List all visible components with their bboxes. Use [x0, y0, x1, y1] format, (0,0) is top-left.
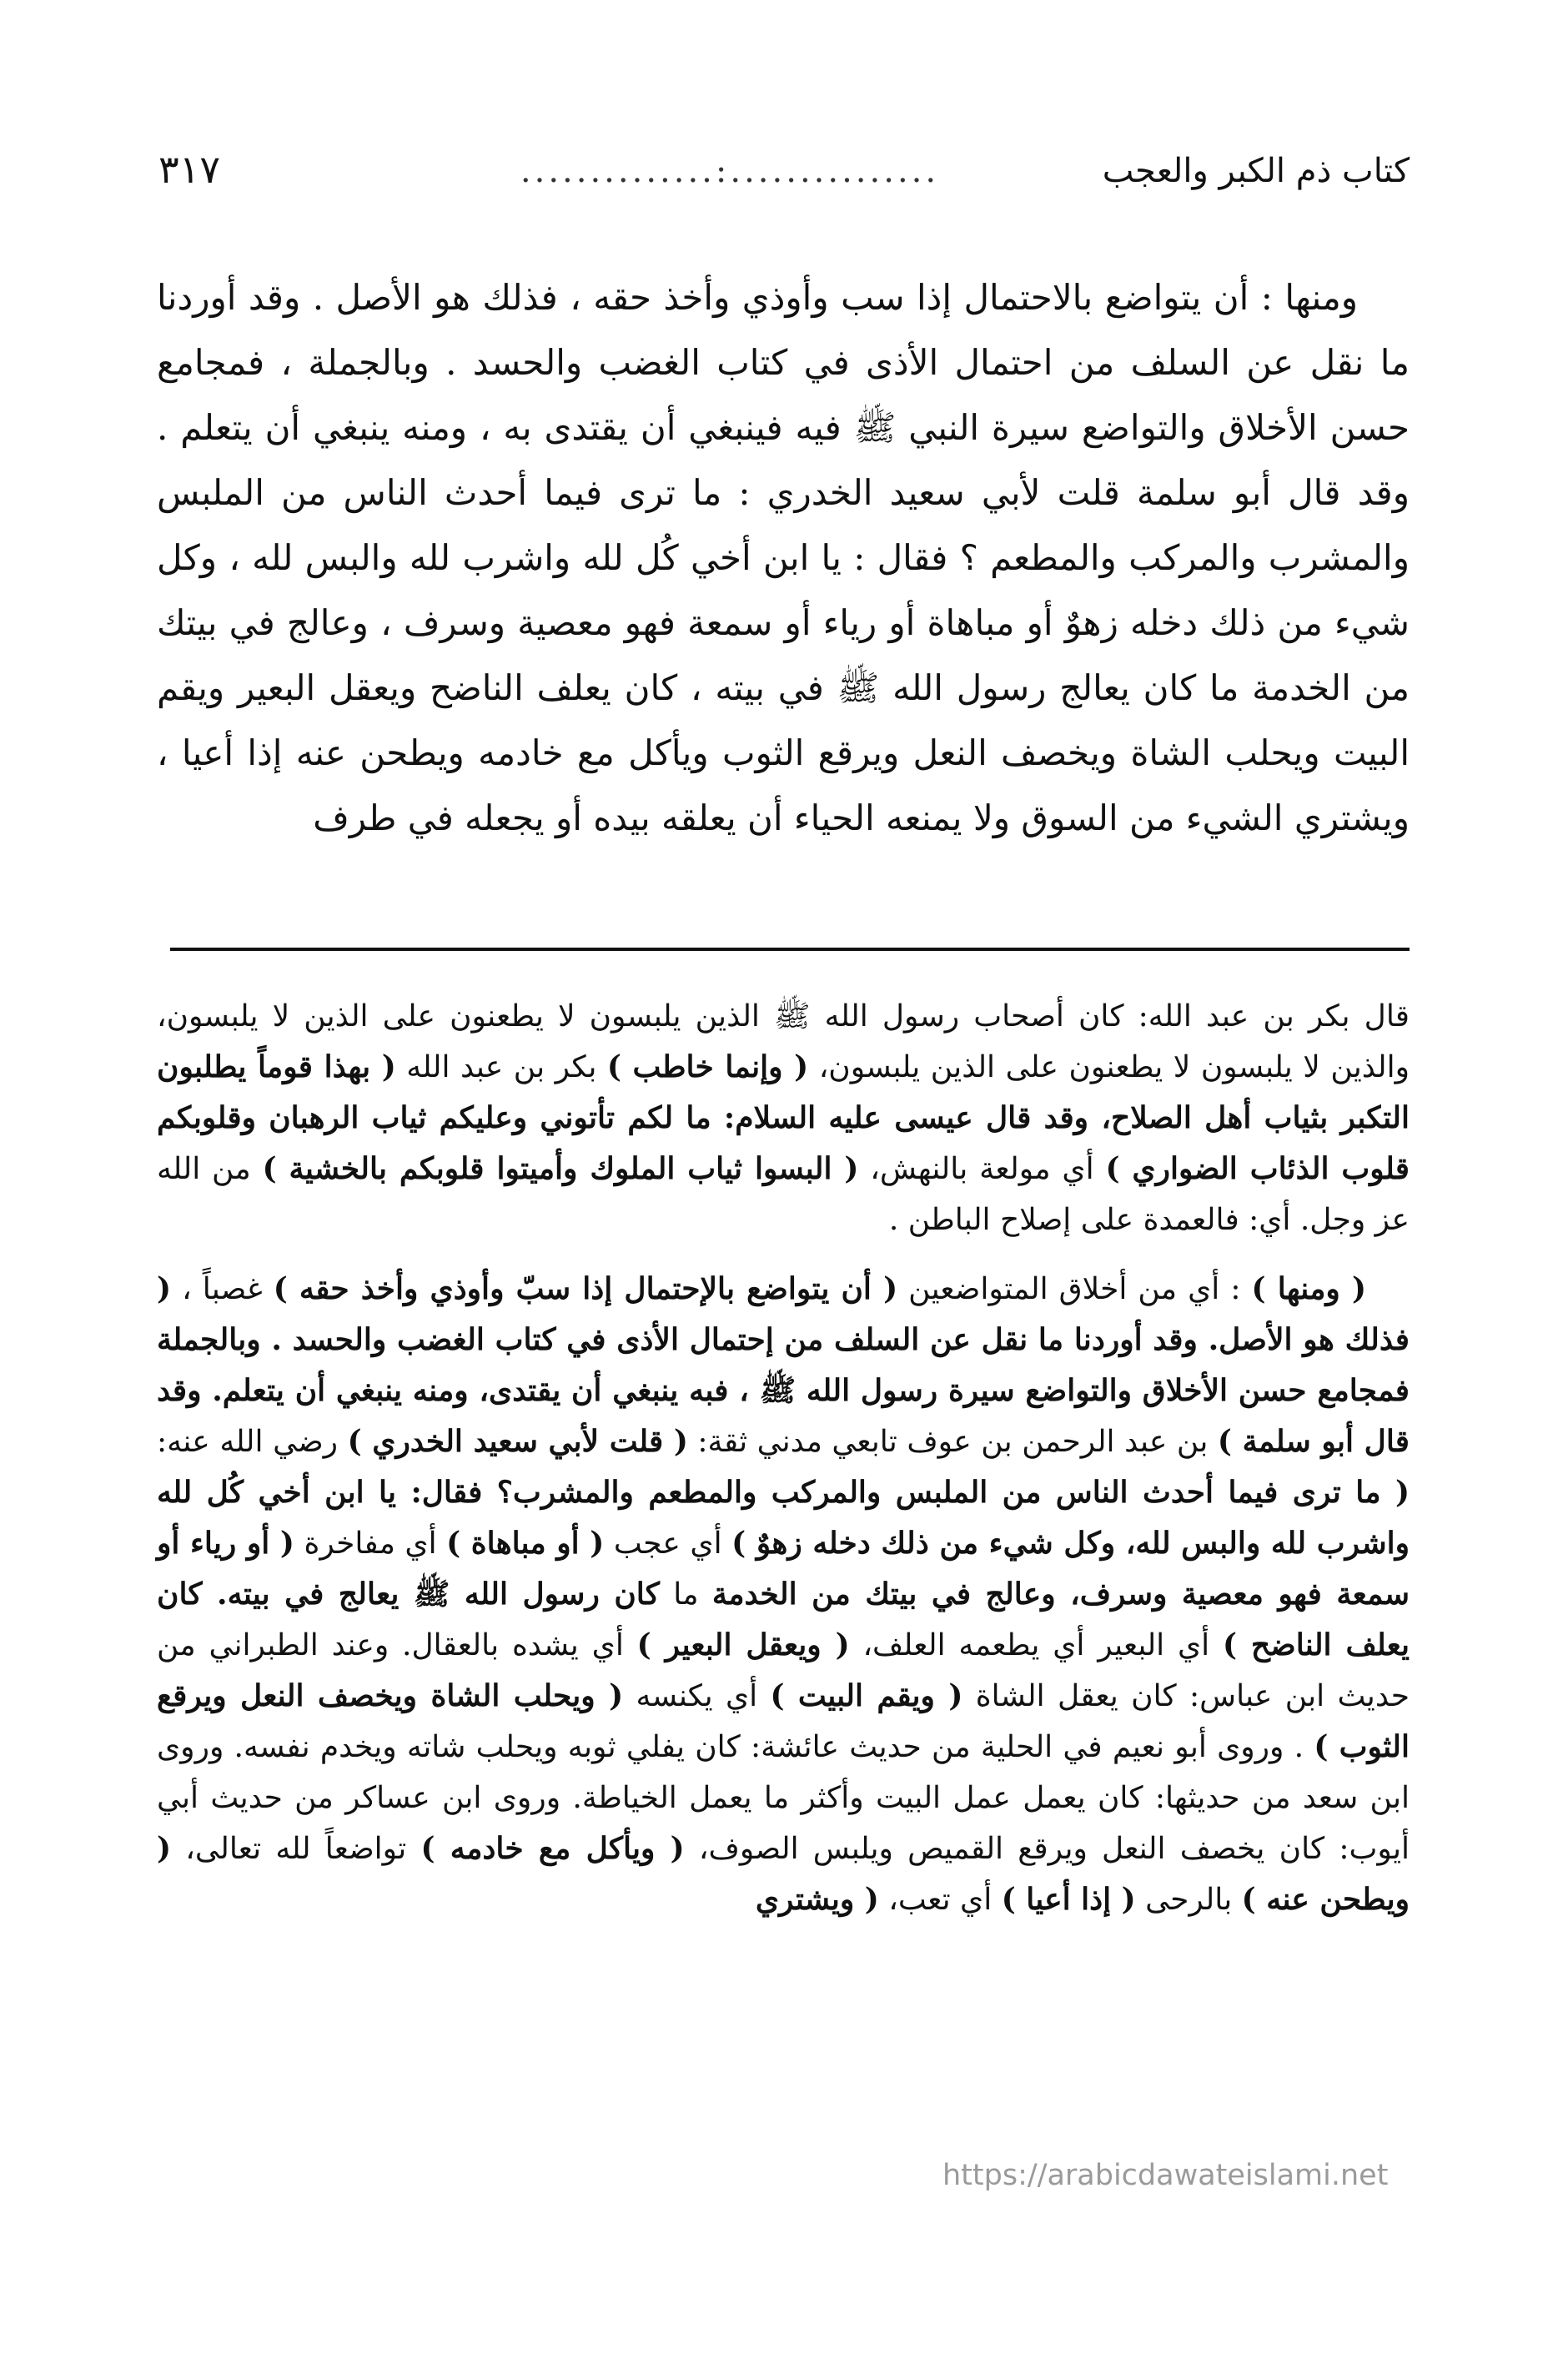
quoted-matn-text: ( أو مباهاة ) [446, 1526, 605, 1561]
commentary-text: بالرحى [1135, 1883, 1242, 1917]
commentary-text: أي البعير أي يطعمه العلف، [849, 1628, 1223, 1662]
commentary-text: . وروى أبو نعيم في الحلية من حديث عائشة: كان يفلي ثوبه ويحلب شاته ويخدم نفسه. وروى ابن سعد من حديثها: كان يعمل عمل البيت وأكثر ما يعمل الخياطة. وروى ابن عساكر من حديث أبي أيوب: كان يخصف النعل ويرقع القميص ويلبس الصوف، [157, 1730, 1410, 1866]
quoted-matn-text: ( إذا أعيا ) [1001, 1882, 1136, 1917]
main-text-block [157, 265, 1410, 851]
commentary-text: أي يكنسه [623, 1679, 771, 1713]
quoted-matn-text: كان رسول الله ﷺ يعالج في بيته. كان يعلف الناضح ) [157, 1577, 1410, 1662]
commentary-text: بكر بن عبد الله [395, 1050, 607, 1084]
page-number: ٣١٧ [158, 147, 221, 192]
commentary-paragraph [157, 1264, 1410, 1925]
main-paragraph: ومنها : أن يتواضع بالاحتمال إذا سب وأوذي وأخذ حقه ، فذلك هو الأصل . وقد أوردنا ما نقل عن السلف من احتمال الأذى في كتاب الغضب والحسد . وبالجملة ، فمجامع حسن الأخلاق والتواضع سيرة النبي ﷺ فيه فينبغي أن يقتدى به ، ومنه ينبغي أن يتعلم . وقد قال أبو سلمة قلت لأبي سعيد الخدري : ما ترى فيما أحدث الناس من الملبس والمشرب والمركب والمطعم ؟ فقال : يا ابن أخي كُل لله واشرب لله والبس لله ، وكل شيء من ذلك دخله زهوٌ أو مباهاة أو رياء أو سمعة فهو معصية وسرف ، وعالج في بيتك من الخدمة ما كان يعالج رسول الله ﷺ في بيته ، كان يعلف الناضح ويعقل البعير ويقم البيت ويحلب الشاة ويخصف النعل ويرقع الثوب ويأكل مع خادمه ويطحن عنه إذا أعيا ، ويشتري الشيء من السوق ولا يمنعه الحياء أن يعلقه بيده أو يجعله في طرف [157, 277, 1410, 838]
header-leader-dots: ...............:.............. [520, 152, 940, 190]
commentary-text: تواضعاً لله تعالى، [171, 1832, 421, 1866]
commentary-text: أي يشده بالعقال. وعند الطبراني من حديث ابن عباس: كان يعقل الشاة [157, 1628, 1410, 1713]
header-title: كتاب ذم الكبر والعجب [1102, 152, 1410, 190]
quoted-matn-text: ( ويأكل مع خادمه ) [420, 1831, 685, 1866]
quoted-matn-text: ( البسوا ثياب الملوك وأميتوا قلوبكم بالخشية ) [262, 1151, 859, 1186]
commentary-text: بن عبد الرحمن بن عوف تابعي مدني ثقة: [687, 1425, 1218, 1459]
commentary-text: من الله عز وجل. أي: فالعمدة على إصلاح الباطن . [157, 1152, 1410, 1237]
quoted-matn-text: ( ويشتري [755, 1882, 879, 1917]
quoted-matn-text: ( وإنما خاطب ) [606, 1049, 809, 1084]
running-header [158, 143, 1410, 202]
commentary-paragraph [157, 991, 1410, 1245]
commentary-text: غصباً ، [171, 1272, 274, 1306]
quoted-matn-text: ( قلت لأبي سعيد الخدري ) [347, 1424, 688, 1459]
commentary-text: أي عجب [604, 1527, 732, 1561]
commentary-text: قال بكر بن عبد الله: كان أصحاب رسول الله ﷺ الذين يلبسون لا يطعنون على الذين لا يلبسون، والذين لا يلبسون لا يطعنون على الذين يلبسون، [157, 999, 1410, 1084]
commentary-block [157, 991, 1410, 1944]
commentary-text: ما [659, 1577, 712, 1612]
commentary-text: أي مفاخرة [294, 1527, 447, 1561]
quoted-matn-text: ( ويعقل البعير ) [636, 1627, 850, 1662]
commentary-text: أي تعب، [878, 1883, 1002, 1917]
commentary-text: : أي من أخلاق المتواضعين [897, 1272, 1252, 1306]
quoted-matn-text: ( بهذا قوماً يطلبون التكبر بثياب أهل الصلاح، وقد قال عيسى عليه السلام: ما لكم تأتوني وعليكم ثياب الرهبان وقلوبكم قلوب الذئاب الضواري ) [157, 1049, 1410, 1186]
quoted-matn-text: ( أو رياء أو سمعة فهو معصية وسرف، وعالج في بيتك من الخدمة [157, 1526, 1410, 1612]
quoted-matn-text: ( أن يتواضع بالإحتمال إذا سبّ وأوذي وأخذ حقه ) [273, 1271, 898, 1306]
commentary-text: أي مولعة بالنهش، [858, 1152, 1106, 1186]
commentary-text: رضي الله عنه: [157, 1425, 348, 1459]
watermark-url: https://arabicdawateislami.net [942, 2159, 1389, 2192]
quoted-matn-text: ( ويحلب الشاة ويخصف النعل ويرقع الثوب ) [157, 1678, 1410, 1764]
footnote-separator-rule [170, 948, 1410, 951]
quoted-matn-text: ( ومنها ) [1251, 1271, 1366, 1306]
quoted-matn-text: ( ما ترى فيما أحدث الناس من الملبس والمركب والمطعم والمشرب؟ فقال: يا ابن أخي كُل لله واشرب لله والبس لله، وكل شيء من ذلك دخله زهوٌ ) [157, 1475, 1410, 1561]
quoted-matn-text: ( ويقم البيت ) [770, 1678, 963, 1713]
quoted-matn-text: ( فذلك هو الأصل. وقد أوردنا ما نقل عن السلف من إحتمال الأذى في كتاب الغضب والحسد . وبالجملة فمجامع حسن الأخلاق والتواضع سيرة رسول الله ﷺ ، فبه ينبغي أن يقتدى، ومنه ينبغي أن يتعلم. وقد قال أبو سلمة ) [157, 1271, 1410, 1459]
quoted-matn-text: ( ويطحن عنه ) [157, 1831, 1410, 1917]
